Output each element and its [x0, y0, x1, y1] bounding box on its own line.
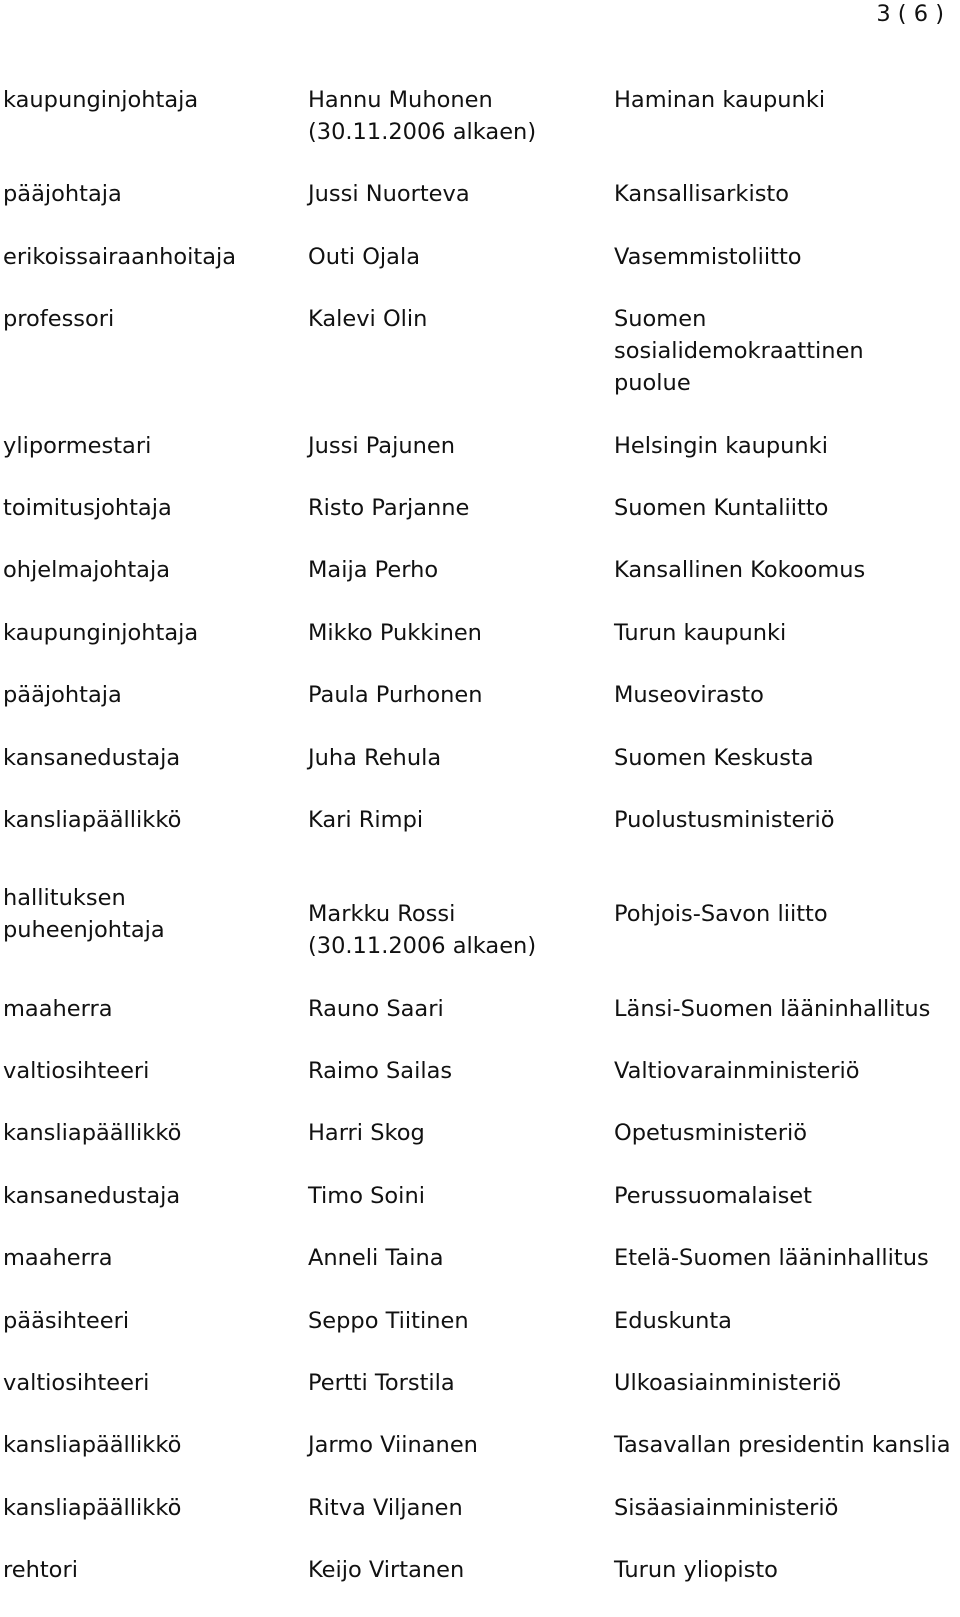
member-organization: Kansallisarkisto	[614, 181, 790, 208]
member-organization: Suomen sosialidemokraattinen puolue	[614, 306, 864, 397]
member-organization: Etelä-Suomen lääninhallitus	[614, 1245, 929, 1272]
member-name: Paula Purhonen	[308, 682, 483, 709]
member-name: Maija Perho	[308, 557, 439, 584]
member-title: ylipormestari	[3, 432, 152, 459]
member-title: toimitusjohtaja	[3, 494, 172, 521]
roster-row	[3, 1554, 960, 1586]
member-name: Seppo Tiitinen	[308, 1307, 469, 1334]
roster-row	[3, 1180, 960, 1212]
roster-row	[3, 1117, 960, 1149]
member-title: pääjohtaja	[3, 181, 122, 208]
member-name: Mikko Pukkinen	[308, 619, 482, 646]
member-organization: Perussuomalaiset	[614, 1182, 812, 1209]
member-title: kansliapäällikkö	[3, 806, 182, 833]
member-title: kansliapäällikkö	[3, 1494, 182, 1521]
member-organization: Suomen Kuntaliitto	[614, 494, 829, 521]
member-name: Raimo Sailas	[308, 1058, 453, 1085]
member-name: Kari Rimpi	[308, 806, 424, 833]
member-title: ohjelmajohtaja	[3, 557, 171, 584]
member-title: kaupunginjohtaja	[3, 619, 199, 646]
roster-row	[3, 1242, 960, 1274]
member-title: kaupunginjohtaja	[3, 87, 199, 113]
roster-row	[3, 1367, 960, 1399]
roster-row	[3, 993, 960, 1025]
member-title: valtiosihteeri	[3, 1370, 150, 1397]
member-title: hallituksen puheenjohtaja	[3, 885, 165, 944]
roster-row	[3, 866, 960, 962]
member-name: Jussi Pajunen	[308, 432, 455, 459]
member-title: pääsihteeri	[3, 1307, 130, 1334]
member-roster	[3, 84, 960, 1617]
member-title: erikoissairaanhoitaja	[3, 243, 237, 270]
member-organization: Opetusministeriö	[614, 1120, 807, 1147]
member-title: kansanedustaja	[3, 744, 181, 771]
roster-row	[3, 1055, 960, 1087]
roster-row	[3, 554, 960, 586]
roster-row	[3, 303, 960, 399]
member-name: Harri Skog	[308, 1120, 425, 1147]
member-name: Timo Soini	[308, 1182, 425, 1209]
roster-row	[3, 804, 960, 836]
page-number: 3 ( 6 )	[876, 1, 944, 27]
roster-row	[3, 617, 960, 649]
member-name: Rauno Saari	[308, 995, 444, 1022]
member-organization: Turun kaupunki	[614, 619, 787, 646]
member-organization: Puolustusministeriö	[614, 806, 835, 833]
member-organization: Länsi-Suomen lääninhallitus	[614, 995, 931, 1022]
member-organization: Suomen Keskusta	[614, 744, 814, 771]
member-name: Keijo Virtanen	[308, 1557, 465, 1584]
roster-row	[3, 430, 960, 462]
roster-row	[3, 492, 960, 524]
member-name: Jussi Nuorteva	[308, 181, 470, 208]
member-organization: Tasavallan presidentin kanslia	[614, 1432, 951, 1459]
member-organization: Turun yliopisto	[614, 1557, 778, 1584]
roster-row	[3, 1492, 960, 1524]
member-title: pääjohtaja	[3, 682, 122, 709]
member-title: rehtori	[3, 1557, 78, 1584]
roster-row	[3, 241, 960, 273]
member-name: Risto Parjanne	[308, 494, 470, 521]
member-organization: Sisäasiainministeriö	[614, 1494, 839, 1521]
roster-row	[3, 1305, 960, 1337]
member-title: valtiosihteeri	[3, 1058, 150, 1085]
member-name: Pertti Torstila	[308, 1370, 455, 1397]
member-name: Kalevi Olin	[308, 306, 428, 333]
member-title: kansliapäällikkö	[3, 1432, 182, 1459]
member-name: Outi Ojala	[308, 243, 420, 270]
member-name: Markku Rossi (30.11.2006 alkaen)	[308, 901, 537, 960]
roster-row	[3, 679, 960, 711]
member-title: maaherra	[3, 1245, 113, 1272]
member-name: Anneli Taina	[308, 1245, 444, 1272]
member-title: kansliapäällikkö	[3, 1120, 182, 1147]
member-organization: Kansallinen Kokoomus	[614, 557, 866, 584]
member-organization: Valtiovarainministeriö	[614, 1058, 860, 1085]
member-name: Jarmo Viinanen	[308, 1432, 478, 1459]
member-organization: Pohjois-Savon liitto	[614, 901, 828, 928]
roster-row	[3, 742, 960, 774]
member-organization: Haminan kaupunki	[614, 87, 826, 113]
member-organization: Eduskunta	[614, 1307, 732, 1334]
member-organization: Museovirasto	[614, 682, 764, 709]
roster-row	[3, 178, 960, 210]
roster-row	[3, 1429, 960, 1461]
member-organization: Helsingin kaupunki	[614, 432, 828, 459]
member-title: maaherra	[3, 995, 113, 1022]
member-name: Juha Rehula	[308, 744, 442, 771]
member-title: kansanedustaja	[3, 1182, 181, 1209]
member-name: Hannu Muhonen (30.11.2006 alkaen)	[308, 87, 537, 145]
member-organization: Ulkoasiainministeriö	[614, 1370, 842, 1397]
roster-row	[3, 84, 960, 148]
member-name: Ritva Viljanen	[308, 1494, 463, 1521]
member-organization: Vasemmistoliitto	[614, 243, 802, 270]
member-title: professori	[3, 306, 115, 333]
